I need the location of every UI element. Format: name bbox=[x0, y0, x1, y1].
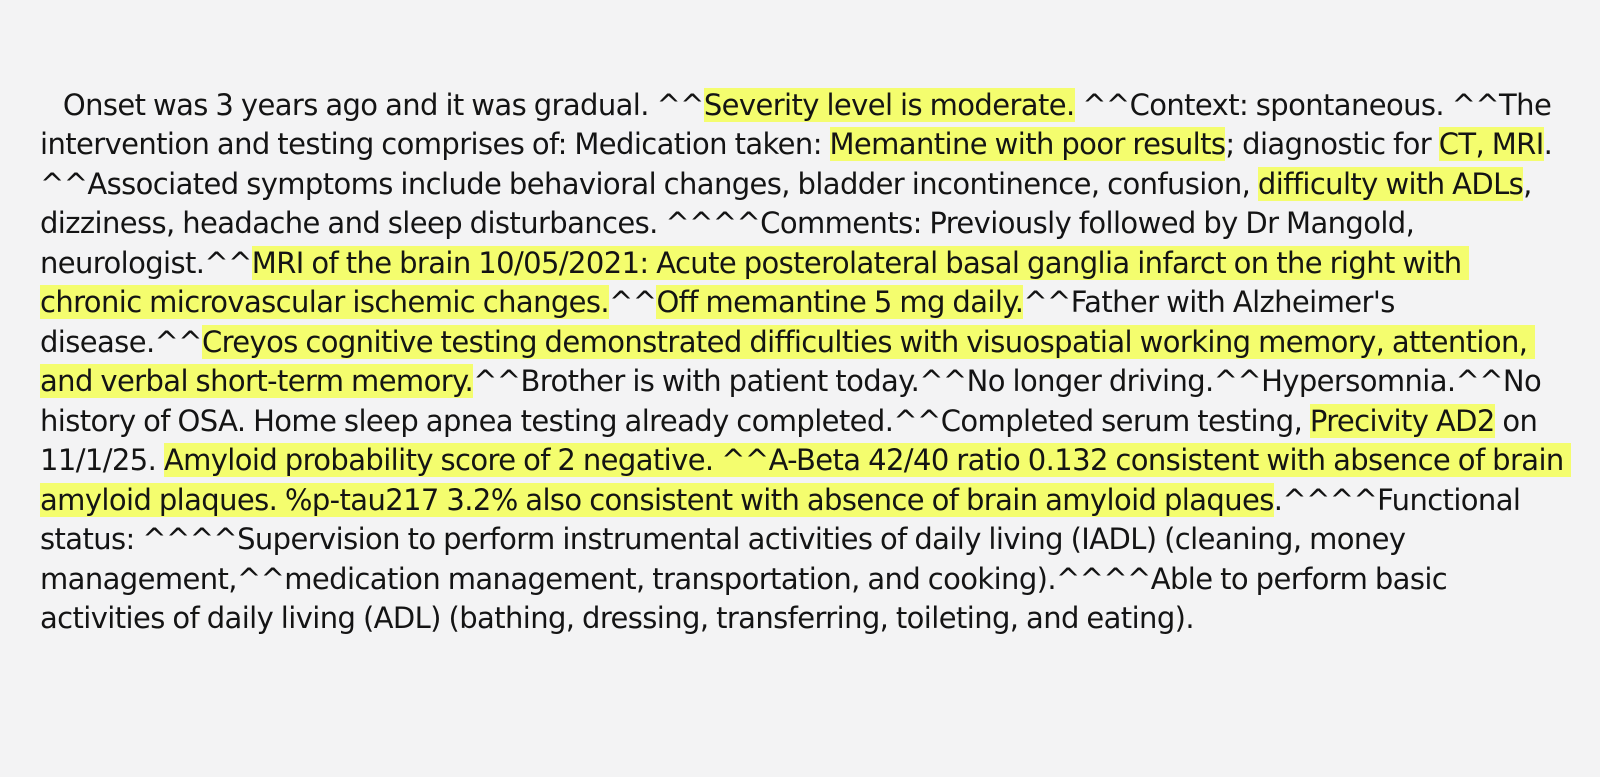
note-segment: Onset was 3 years ago and it was gradual. ^^ bbox=[55, 87, 704, 122]
highlighted-segment: CT, MRI bbox=[1438, 127, 1544, 161]
highlighted-segment: Amyloid probability score of 2 negative. ^^A-Beta 42/40 ratio 0.132 consistent with absence of brain amyloid plaques. %p-tau217 3.2% also consistent with absence of brain amyloid plaques bbox=[40, 443, 1572, 517]
note-segment: ^^Brother is with patient today.^^No longer driving.^^Hypersomnia.^^No history of OSA. Home sleep apnea testing already completed.^^Completed serum testing, bbox=[40, 364, 1549, 438]
note-segment: , dizziness, headache and sleep disturbances. ^^^^Comments: Previously followed by Dr Mangold, neurologist.^^ bbox=[40, 166, 1540, 280]
note-segment: ^^ bbox=[609, 285, 657, 319]
highlighted-segment: Severity level is moderate. bbox=[703, 87, 1075, 122]
note-segment: ; diagnostic for bbox=[1225, 127, 1439, 161]
highlighted-segment: Off memantine 5 mg daily. bbox=[656, 285, 1024, 319]
note-segment: on 11/1/25. bbox=[40, 403, 1545, 477]
highlighted-segment: MRI of the brain 10/05/2021: Acute posterolateral basal ganglia infarct on the right with chronic microvascular ischemic changes. bbox=[40, 245, 1470, 319]
note-segment: ^^Father with Alzheimer's disease.^^ bbox=[40, 285, 1403, 359]
highlighted-segment: difficulty with ADLs bbox=[1257, 166, 1524, 201]
highlighted-segment: Memantine with poor results bbox=[829, 127, 1226, 161]
note-segment: . ^^Associated symptoms include behavioral changes, bladder incontinence, confusion, bbox=[40, 127, 1560, 201]
note-segment: .^^^^Functional status: ^^^^Supervision to perform instrumental activities of daily living (IADL) (cleaning, money management,^^medication management, transportation, and cooking).^^^^Able to perform basic activities of daily living (ADL) (bathing, dressing, transferring, toileting, and eating). bbox=[40, 482, 1528, 635]
note-segment: ^^Context: spontaneous. ^^The intervention and testing comprises of: Medication taken: bbox=[40, 87, 1559, 161]
highlighted-segment: Precivity AD2 bbox=[1309, 403, 1495, 438]
highlighted-segment: Creyos cognitive testing demonstrated difficulties with visuospatial working memory, attention, and verbal short-term memory. bbox=[40, 324, 1535, 398]
clinical-note-text bbox=[40, 46, 1570, 639]
